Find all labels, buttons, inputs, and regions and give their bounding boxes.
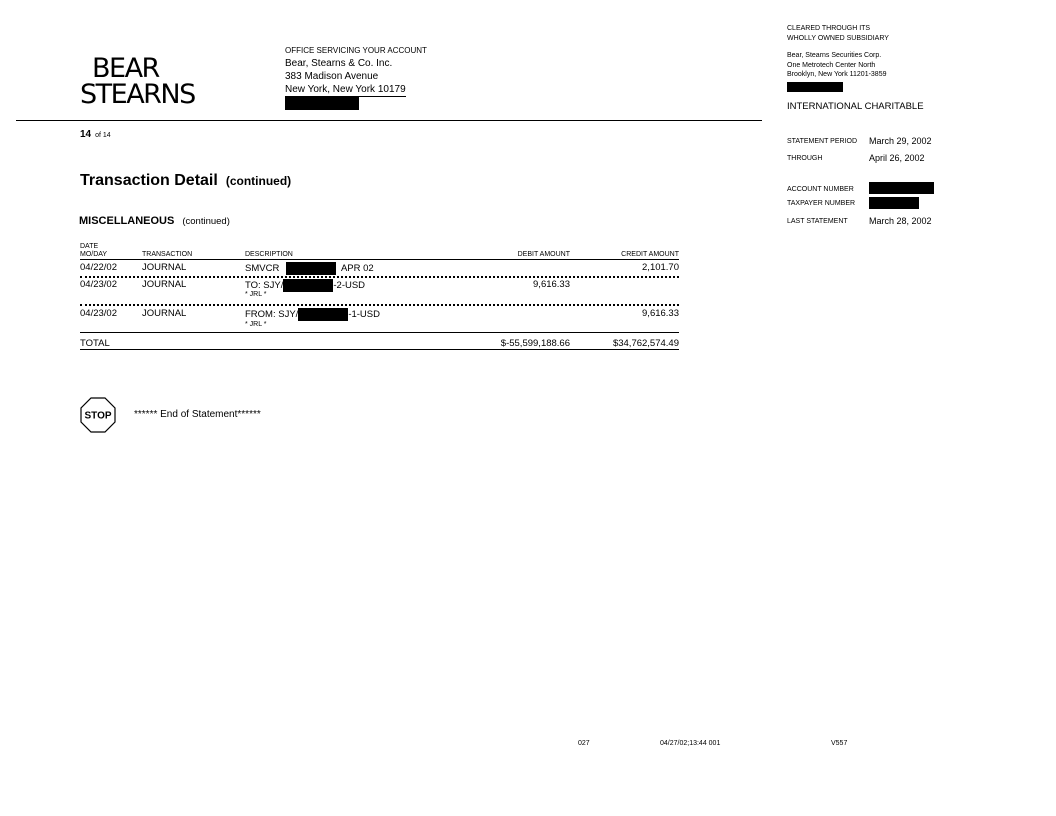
page-number — [80, 129, 111, 140]
clearing-line-1: CLEARED THROUGH ITS — [787, 25, 871, 32]
account-number-redaction — [869, 182, 934, 196]
office-address-block — [285, 44, 427, 114]
desc-suffix: APR 02 — [340, 263, 374, 275]
desc-suffix: -1-USD — [348, 309, 380, 321]
account-number-label: ACCOUNT NUMBER — [787, 186, 854, 193]
logo-line-1: BEAR — [92, 53, 159, 84]
account-name: INTERNATIONAL CHARITABLE — [787, 101, 924, 112]
header-credit: CREDIT AMOUNT — [621, 251, 679, 258]
clearing-line-2: WHOLLY OWNED SUBSIDIARY — [787, 35, 889, 42]
taxpayer-number-redaction — [869, 197, 919, 211]
office-name: Bear, Stearns & Co. Inc. — [285, 58, 393, 69]
through-value: April 26, 2002 — [869, 153, 925, 163]
row-debit: 9,616.33 — [533, 279, 570, 290]
total-rule-bottom — [80, 349, 679, 350]
logo-line-2: STEARNS — [80, 79, 195, 110]
table-header — [80, 243, 679, 260]
desc-suffix: -2-USD — [333, 280, 366, 292]
row-credit: 9,616.33 — [642, 308, 679, 319]
office-city: New York, New York 10179 — [285, 84, 406, 95]
row-date: 04/22/02 — [80, 262, 117, 273]
row-transaction: JOURNAL — [142, 279, 187, 290]
table-row — [80, 260, 679, 277]
page-title — [80, 172, 291, 190]
transaction-table — [80, 243, 679, 352]
clearing-redaction — [787, 82, 843, 92]
total-label: TOTAL — [80, 338, 110, 349]
row-subnote: * JRL * — [245, 291, 267, 298]
header-description: DESCRIPTION — [245, 251, 293, 258]
row-transaction: JOURNAL — [142, 308, 187, 319]
table-row — [80, 305, 679, 335]
page-current: 14 — [80, 129, 92, 140]
section-continued: (continued) — [182, 216, 230, 227]
row-credit: 2,101.70 — [642, 262, 679, 273]
footer-code-2: V557 — [831, 740, 848, 747]
title-continued: (continued) — [225, 174, 292, 188]
row-transaction: JOURNAL — [142, 262, 187, 273]
row-subnote: * JRL * — [245, 321, 267, 328]
clearing-address — [787, 51, 887, 95]
statement-period-value: March 29, 2002 — [869, 136, 932, 146]
taxpayer-number-label: TAXPAYER NUMBER — [787, 200, 856, 207]
header-date-1: DATE — [80, 243, 99, 250]
row-description — [245, 308, 380, 321]
clearing-address-2: Brooklyn, New York 11201-3859 — [787, 71, 887, 78]
office-street: 383 Madison Avenue — [285, 71, 379, 82]
section-name: MISCELLANEOUS — [79, 215, 175, 227]
desc-prefix: FROM: SJY/ — [245, 309, 299, 321]
section-heading — [79, 215, 230, 227]
table-row — [80, 277, 679, 305]
title-main: Transaction Detail — [80, 172, 218, 189]
total-rule-top — [80, 332, 679, 333]
desc-redaction — [298, 308, 348, 321]
header-debit: DEBIT AMOUNT — [517, 251, 570, 258]
end-of-statement: ****** End of Statement****** — [134, 409, 261, 420]
total-credit: $34,762,574.49 — [612, 338, 679, 349]
bear-stearns-logo — [80, 53, 195, 110]
through-label: THROUGH — [787, 155, 823, 162]
stop-sign-icon — [80, 397, 116, 433]
clearing-block — [787, 24, 889, 44]
clearing-corp: Bear, Stearns Securities Corp. — [787, 52, 882, 59]
desc-prefix: SMVCR — [245, 263, 280, 275]
header-transaction: TRANSACTION — [142, 251, 193, 258]
last-statement-value: March 28, 2002 — [869, 216, 932, 226]
total-debit: $-55,599,188.66 — [500, 338, 570, 349]
row-date: 04/23/02 — [80, 308, 117, 319]
header-date-2: MO/DAY — [80, 251, 108, 258]
clearing-address-1: One Metrotech Center North — [787, 61, 876, 69]
statement-period-label: STATEMENT PERIOD — [787, 138, 858, 145]
desc-redaction — [283, 279, 333, 292]
page-of: of 14 — [95, 132, 111, 139]
row-date: 04/23/02 — [80, 279, 117, 290]
office-redaction — [285, 97, 359, 110]
footer-code-1: 027 — [578, 740, 590, 747]
header-rule — [16, 120, 762, 121]
stop-label: STOP — [84, 410, 112, 422]
last-statement-label: LAST STATEMENT — [787, 218, 848, 225]
office-heading: OFFICE SERVICING YOUR ACCOUNT — [285, 46, 427, 55]
desc-prefix: TO: SJY/ — [245, 280, 284, 292]
footer-timestamp: 04/27/02;13:44 001 — [660, 740, 721, 747]
desc-redaction — [286, 262, 336, 275]
row-description — [245, 262, 374, 275]
